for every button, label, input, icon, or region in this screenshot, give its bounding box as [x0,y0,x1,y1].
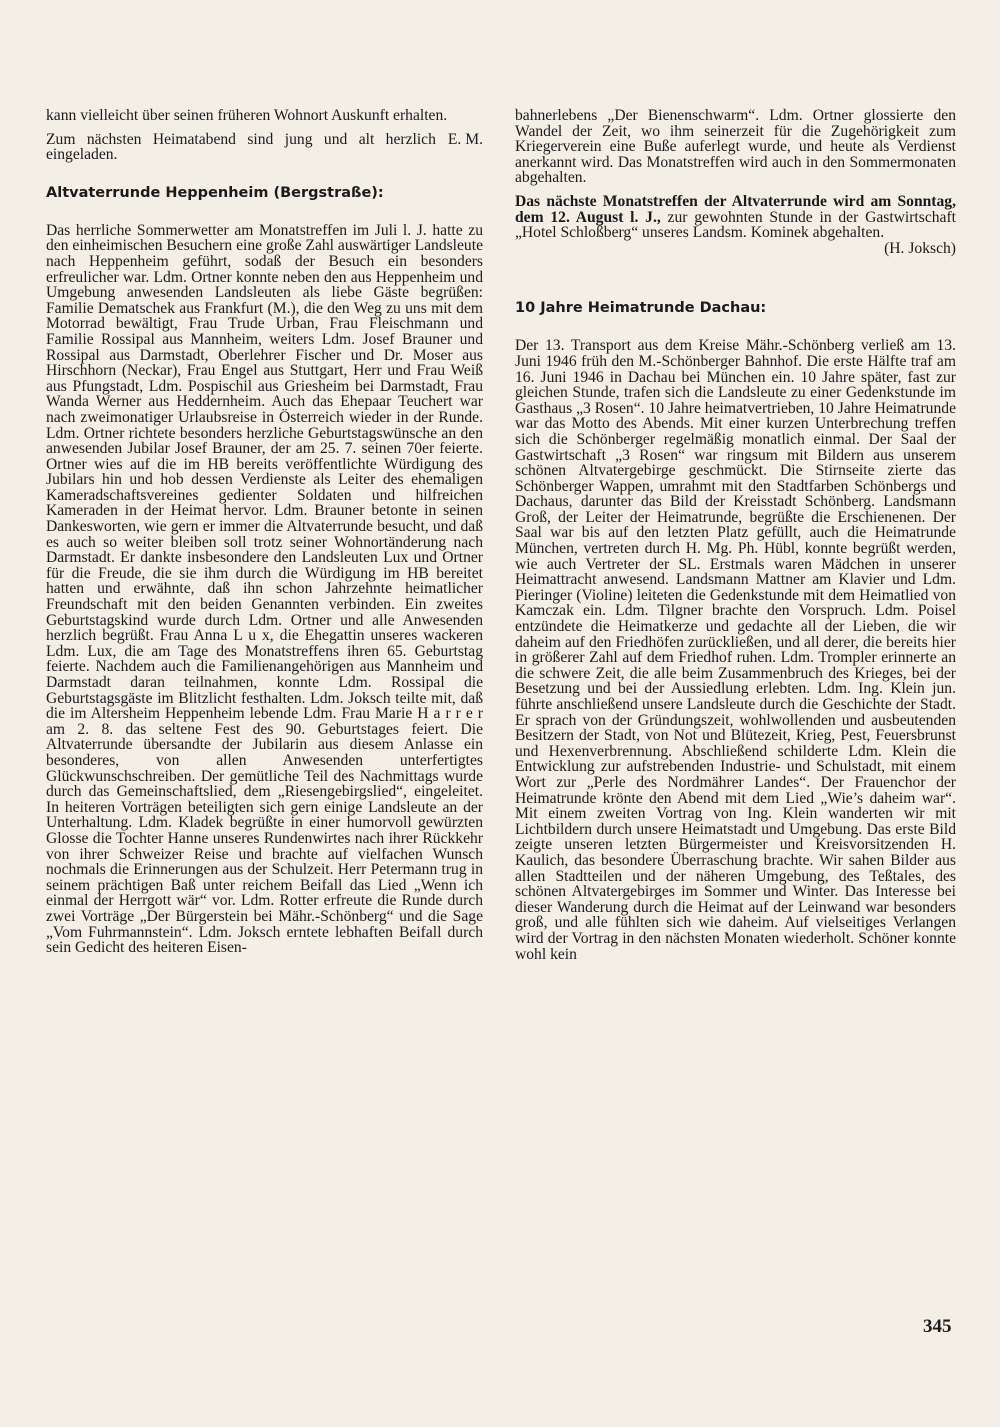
continuation-paragraph: bahnerlebens „Der Bienenschwarm“. Ldm. Ortner glossierte den Wandel der Zeit, wo ihm seinerzeit für die Zugehörigkeit zum Kriegerverein eine Buße auferlegt wurde, und heute als Verdienst anerkannt wird. Das Monatstreffen wird auch in den Sommermonaten abgehalten. [515,107,956,187]
right-column [515,108,956,962]
next-meeting-text: zur gewohnten Stunde in der Gastwirtschaft „Hotel Schloßberg“ unseres Landsm. Kominek abgehalten. [515,208,956,242]
signature-em: E. M. [447,130,483,148]
next-meeting-paragraph [515,194,956,241]
signature-joksch: (H. Joksch) [884,239,956,257]
page-number: 345 [923,1316,952,1337]
next-meeting-bold-text: Das nächste Monatstreffen der Altvaterrunde wird am Sonntag, dem 12. August l. J., [515,192,956,226]
invitation-text: Zum nächsten Heimatabend sind jung und alt herzlich eingeladen. [46,130,436,164]
left-column [46,108,483,956]
intro-paragraph: kann vielleicht über seinen früheren Wohnort Auskunft erhalten. [46,107,448,124]
dachau-report-paragraph: Der 13. Transport aus dem Kreise Mähr.-Schönberg verließ am 13. Juni 1946 früh den M.-Schönberger Bahnhof. Die erste Hälfte traf am 16. Juni 1946 in Dachau bei München ein. 10 Jahre später, fast zur gleichen Stunde, trafen sich die Landsleute zu einer Gedenkstunde im Gasthaus „3 Rosen“. 10 Jahre heimatvertrieben, 10 Jahre Heimatrunde war das Motto des Abends. Mit einer kurzen Unterbrechung treffen sich die Schönberger regelmäßig monatlich einmal. Der Saal der Gastwirtschaft „3 Rosen“ war ringsum mit Bildern aus unserem schönen Altvatergebirge geschmückt. Die Stirnseite zierte das Schönberger Wappen, umrahmt mit den Stadtfarben Schönbergs und Dachaus, darunter das Bild der Kreisstadt Schönberg. Landsmann Groß, der Leiter der Heimatrunde, begrüßte die Erschienenen. Der Saal war bis auf den letzten Platz gefüllt, auch die Heimatrunde München, vertreten durch H. Mg. Ph. Hübl, konnte begrüßt werden, wie auch Vertreter der SL. Erstmals waren Mädchen in unserer Heimattracht anwesend. Landsmann Mattner am Klavier und Ldm. Pieringer (Violine) leiteten die Gedenkstunde mit dem Heimatlied von Kamczak ein. Ldm. Tilgner brachte den Vorspruch. Ldm. Poisel entzündete die Heimatkerze und gedachte all der Lieben, die wir daheim auf den Friedhöfen zurückließen, und all derer, die bereits hier in größerer Zahl auf dem Friedhof ruhen. Ldm. Trompler erinnerte an die schwere Zeit, die alle beim Zusammenbruch des Krieges, bei der Besetzung und bei der Aussiedlung erlebten. Ldm. Ing. Klein jun. führte anschließend unsere Landsleute durch die Geschichte der Stadt. Er sprach von der Gründungszeit, wohlwollenden und ausbeutenden Besitzern der Stadt, von Not und Blütezeit, Krieg, Pest, Feuersbrunst und Hexenverbrennung. Abschließend schilderte Ldm. Klein die Entwicklung zur aufstrebenden Industrie- und Schulstadt, mit einem Wort zur „Perle des Nordmährer Landes“. Der Frauenchor der Heimatrunde krönte den Abend mit dem Lied „Wie’s daheim war“. Mit einem zweiten Vortrag von Ing. Klein wanderten wir mit Lichtbildern durch unsere Heimatstadt und Umgebung. Das erste Bild zeigte unseren letzten Bürgermeister und Kreisvorsitzenden H. Kaulich, das besondere Überraschung brachte. Wir sahen Bilder aus allen Stadtteilen und der näheren Umgebung, des Teßtales, des schönen Altvatergebirges im Sommer und Winter. Das Interesse bei dieser Wanderung durch die Heimat auf der Leinwand war besonders groß, und alle fühlten sich wie daheim. Auf vielseitiges Verlangen wird der Vortrag in den nächsten Monaten wiederholt. Schöner konnte wohl kein [515,337,956,963]
invitation-paragraph [46,132,483,163]
heppenheim-report-paragraph: Das herrliche Sommerwetter am Monatstreffen im Juli l. J. hatte zu den einheimischen Besuchern eine große Zahl auswärtiger Landsleute nach Heppenheim geführt, sodaß der Besuch ein besonders erfreulicher war. Ldm. Ortner konnte neben den aus Heppenheim und Umgebung anwesenden Landsleuten als liebe Gäste begrüßen: Familie Dematschek aus Frankfurt (M.), die den Weg zu uns mit dem Motorrad bewältigt, Frau Trude Urban, Frau Fleischmann und Familie Rossipal aus Mannheim, weiters Ldm. Josef Brauner und Rossipal aus Darmstadt, Oberlehrer Fischer und Dr. Moser aus Hirschhorn (Neckar), Frau Engel aus Stuttgart, Herr und Frau Weiß aus Pfungstadt, Ldm. Pospischil aus Griesheim bei Darmstadt, Frau Wanda Werner aus Heddernheim. Auch das Ehepaar Teuchert war nach zweimonatiger Urlaubsreise in Österreich wieder in der Runde. Ldm. Ortner richtete besonders herzliche Geburtstagswünsche an den anwesenden Jubilar Josef Brauner, der am 25. 7. seinen 70er feierte. Ortner wies auf die im HB bereits veröffentlichte Würdigung des Jubilars hin und hob dessen Verdienste als Leiter des ehemaligen Kameradschaftsvereines gedienter Soldaten und hilfreichen Kameraden in der Heimat hervor. Ldm. Brauner betonte in seinen Dankesworten, wie gern er immer die Altvaterrunde besucht, und daß es auch so weiter bleiben soll trotz seiner Wohnortänderung nach Darmstadt. Er dankte insbesondere den Landsleuten Lux und Ortner für die Freude, die sie ihm durch die Würdigung im HB bereitet hatten und erwähnte, daß ihn schon Jahrzehnte heimatlicher Freundschaft mit den beiden Genannten verbinden. Ein zweites Geburtstagskind wurde durch Ldm. Ortner und alle Anwesenden herzlich begrüßt. Frau Anna L u x, die Ehegattin unseres wackeren Ldm. Lux, die am Tage des Monatstreffens ihren 65. Geburtstag feierte. Nachdem auch die Familienangehörigen aus Mannheim und Darmstadt daran teilnahmen, konnte Ldm. Rossipal die Geburtstagsgäste im Blitzlicht festhalten. Ldm. Joksch teilte mit, daß die im Altersheim Heppenheim lebende Ldm. Frau Marie H a r r e r am 2. 8. das seltene Fest des 90. Geburtstages feiert. Die Altvaterrunde übersandte der Jubilarin aus diesem Anlasse ein besonderes, von allen Anwesenden unterfertigtes Glückwunschschreiben. Der gemütliche Teil des Nachmittags wurde durch das Gemeinschaftslied, dem „Riesengebirgslied“, eingeleitet. In heiteren Vorträgen beteiligten sich gern einige Landsleute an der Unterhaltung. Ldm. Kladek begrüßte in einer humorvoll gewürzten Glosse die Tochter Hanne unseres Rundenwirtes nach ihrer Rückkehr von ihrer Schweizer Reise und brachte auf vielfachen Wunsch nochmals die Erinnerungen aus der Schulzeit. Herr Petermann trug in seinem prächtigen Baß unter reichem Beifall das Lied „Wenn ich einmal der Herrgott wär“ vor. Ldm. Rotter erfreute die Runde durch zwei Vorträge „Der Bürgerstein bei Mähr.-Schönberg“ und die Sage „Vom Fuhrmannstein“. Ldm. Joksch erntete lebhaften Beifall durch sein Gedicht des heiteren Eisen- [46,221,483,957]
heading-altvaterrunde-heppenheim: Altvaterrunde Heppenheim (Bergstraße): [46,184,384,201]
heading-heimatrunde-dachau: 10 Jahre Heimatrunde Dachau: [515,300,767,317]
